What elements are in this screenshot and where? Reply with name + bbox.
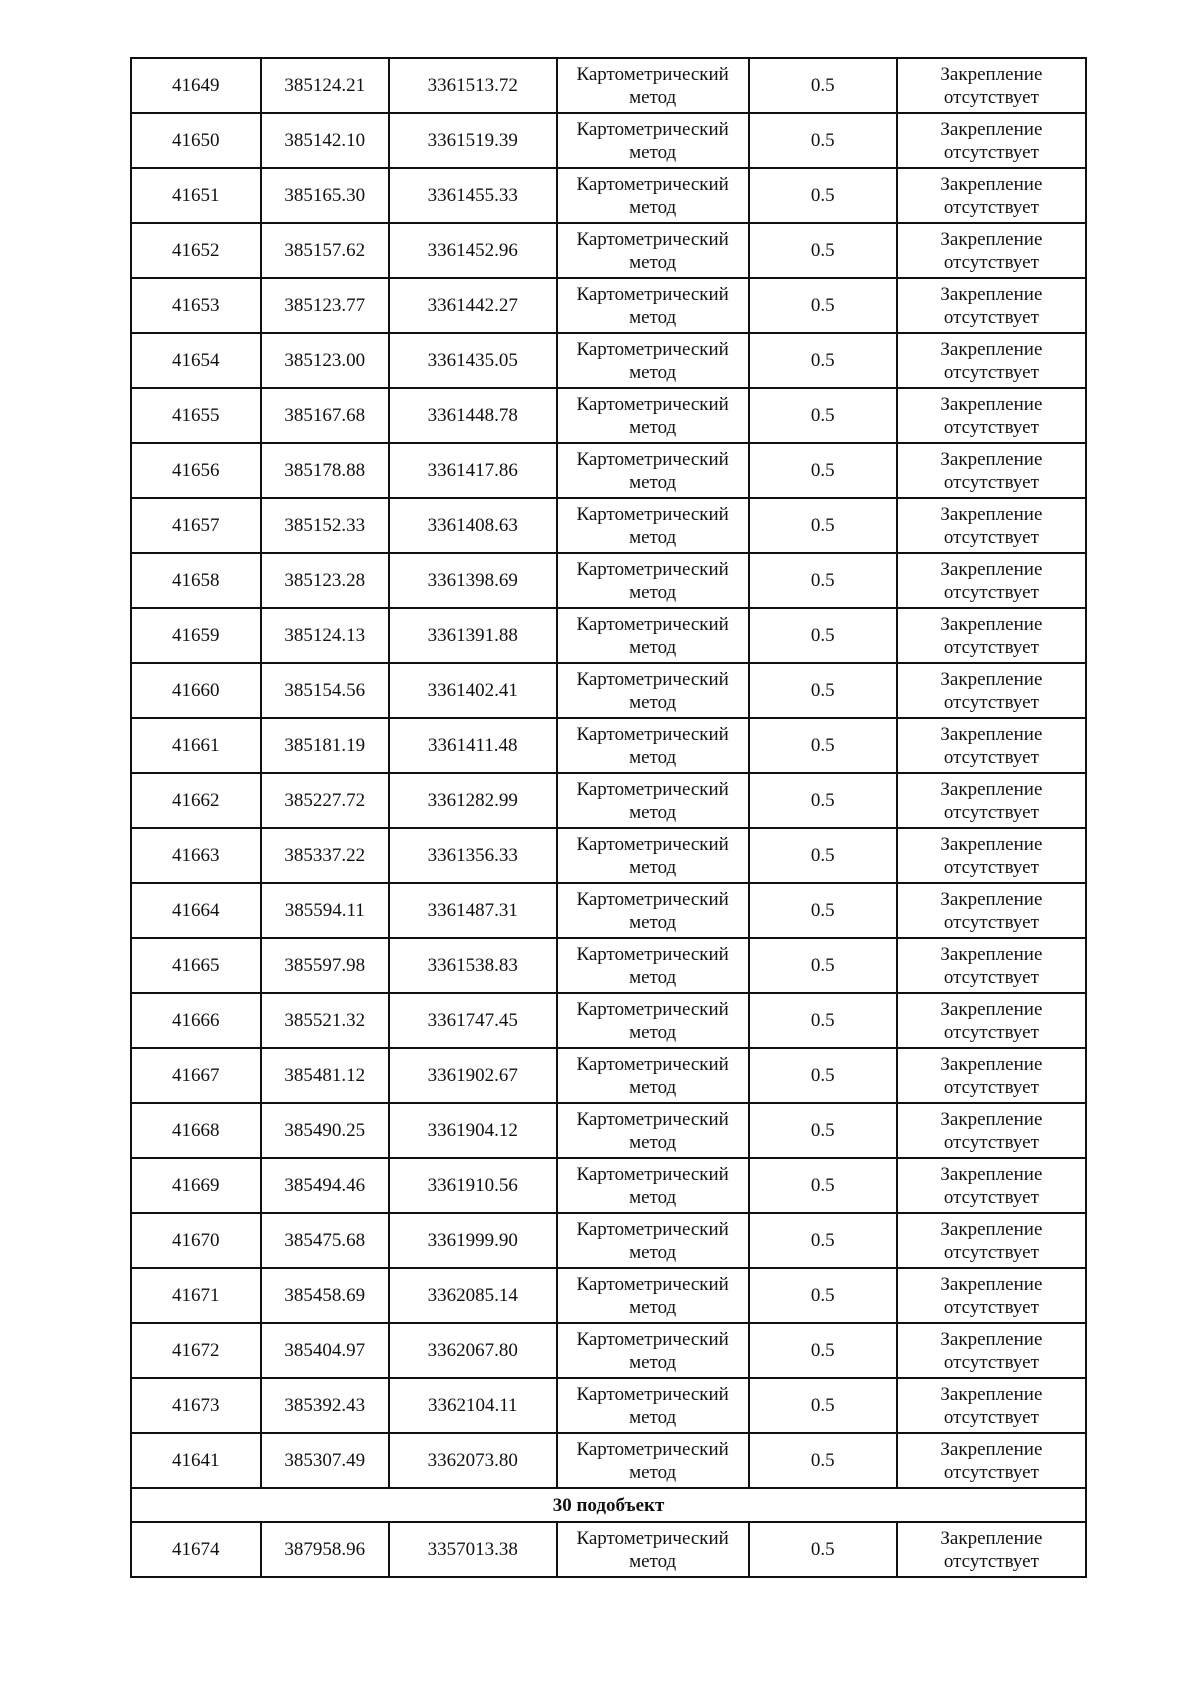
accuracy-value-cell: 0.5 [749,1378,897,1433]
coordinate-y-cell: 3361452.96 [389,223,557,278]
fixing-description-cell: Закрепление отсутствует [897,883,1086,938]
determination-method-cell: Картометрический метод [557,223,749,278]
accuracy-value-cell: 0.5 [749,938,897,993]
determination-method-cell: Картометрический метод [557,333,749,388]
table-row [131,773,1086,828]
coordinate-x-cell: 385124.21 [261,58,389,113]
coordinate-y-cell: 3362085.14 [389,1268,557,1323]
accuracy-value-cell: 0.5 [749,553,897,608]
accuracy-value-cell: 0.5 [749,773,897,828]
determination-method-cell: Картометрический метод [557,113,749,168]
point-number-cell: 41657 [131,498,261,553]
fixing-description-cell: Закрепление отсутствует [897,993,1086,1048]
table-row [131,113,1086,168]
section-header-row [131,1488,1086,1522]
fixing-description-cell: Закрепление отсутствует [897,938,1086,993]
fixing-description-cell: Закрепление отсутствует [897,1323,1086,1378]
determination-method-cell: Картометрический метод [557,773,749,828]
point-number-cell: 41671 [131,1268,261,1323]
fixing-description-cell: Закрепление отсутствует [897,663,1086,718]
determination-method-cell: Картометрический метод [557,553,749,608]
determination-method-cell: Картометрический метод [557,278,749,333]
point-number-cell: 41672 [131,1323,261,1378]
coordinate-y-cell: 3361747.45 [389,993,557,1048]
coordinate-y-cell: 3362067.80 [389,1323,557,1378]
accuracy-value-cell: 0.5 [749,828,897,883]
determination-method-cell: Картометрический метод [557,993,749,1048]
accuracy-value-cell: 0.5 [749,1103,897,1158]
table-row [131,718,1086,773]
table-row [131,168,1086,223]
coordinate-x-cell: 385123.77 [261,278,389,333]
coordinate-y-cell: 3361282.99 [389,773,557,828]
fixing-description-cell: Закрепление отсутствует [897,1522,1086,1577]
point-number-cell: 41661 [131,718,261,773]
fixing-description-cell: Закрепление отсутствует [897,498,1086,553]
coordinate-x-cell: 385490.25 [261,1103,389,1158]
table-row [131,278,1086,333]
fixing-description-cell: Закрепление отсутствует [897,443,1086,498]
coordinate-x-cell: 385157.62 [261,223,389,278]
table-row [131,828,1086,883]
table-row [131,663,1086,718]
fixing-description-cell: Закрепление отсутствует [897,168,1086,223]
fixing-description-cell: Закрепление отсутствует [897,828,1086,883]
point-number-cell: 41658 [131,553,261,608]
point-number-cell: 41655 [131,388,261,443]
fixing-description-cell: Закрепление отсутствует [897,278,1086,333]
accuracy-value-cell: 0.5 [749,1158,897,1213]
point-number-cell: 41641 [131,1433,261,1488]
accuracy-value-cell: 0.5 [749,58,897,113]
determination-method-cell: Картометрический метод [557,1522,749,1577]
coordinate-y-cell: 3361999.90 [389,1213,557,1268]
determination-method-cell: Картометрический метод [557,938,749,993]
coordinate-y-cell: 3361408.63 [389,498,557,553]
determination-method-cell: Картометрический метод [557,168,749,223]
accuracy-value-cell: 0.5 [749,443,897,498]
coordinate-x-cell: 385165.30 [261,168,389,223]
accuracy-value-cell: 0.5 [749,1323,897,1378]
coordinate-x-cell: 385181.19 [261,718,389,773]
coordinate-y-cell: 3361442.27 [389,278,557,333]
point-number-cell: 41673 [131,1378,261,1433]
fixing-description-cell: Закрепление отсутствует [897,1103,1086,1158]
determination-method-cell: Картометрический метод [557,883,749,938]
point-number-cell: 41663 [131,828,261,883]
table-row [131,883,1086,938]
table-row [131,553,1086,608]
table-row [131,1268,1086,1323]
coordinate-x-cell: 385475.68 [261,1213,389,1268]
coordinate-x-cell: 385481.12 [261,1048,389,1103]
table-row [131,1378,1086,1433]
accuracy-value-cell: 0.5 [749,278,897,333]
fixing-description-cell: Закрепление отсутствует [897,58,1086,113]
accuracy-value-cell: 0.5 [749,883,897,938]
point-number-cell: 41667 [131,1048,261,1103]
table-row [131,498,1086,553]
accuracy-value-cell: 0.5 [749,498,897,553]
section-label: 30 подобъект [131,1488,1086,1522]
table-row [131,993,1086,1048]
coordinate-x-cell: 385307.49 [261,1433,389,1488]
point-number-cell: 41654 [131,333,261,388]
fixing-description-cell: Закрепление отсутствует [897,553,1086,608]
point-number-cell: 41674 [131,1522,261,1577]
coordinate-y-cell: 3357013.38 [389,1522,557,1577]
accuracy-value-cell: 0.5 [749,993,897,1048]
table-row [131,1522,1086,1577]
coordinate-x-cell: 385594.11 [261,883,389,938]
coordinate-y-cell: 3361904.12 [389,1103,557,1158]
table-row [131,1213,1086,1268]
coordinate-y-cell: 3361487.31 [389,883,557,938]
coordinate-x-cell: 385123.28 [261,553,389,608]
coordinate-y-cell: 3361417.86 [389,443,557,498]
fixing-description-cell: Закрепление отсутствует [897,1268,1086,1323]
table-row [131,223,1086,278]
coordinate-x-cell: 385124.13 [261,608,389,663]
determination-method-cell: Картометрический метод [557,1433,749,1488]
table-row [131,443,1086,498]
accuracy-value-cell: 0.5 [749,113,897,168]
accuracy-value-cell: 0.5 [749,1213,897,1268]
fixing-description-cell: Закрепление отсутствует [897,388,1086,443]
fixing-description-cell: Закрепление отсутствует [897,1433,1086,1488]
table-row [131,388,1086,443]
coordinate-x-cell: 385178.88 [261,443,389,498]
determination-method-cell: Картометрический метод [557,443,749,498]
fixing-description-cell: Закрепление отсутствует [897,718,1086,773]
coordinate-y-cell: 3361435.05 [389,333,557,388]
table-row [131,333,1086,388]
determination-method-cell: Картометрический метод [557,663,749,718]
point-number-cell: 41649 [131,58,261,113]
point-number-cell: 41660 [131,663,261,718]
coordinate-y-cell: 3361538.83 [389,938,557,993]
table-row [131,1323,1086,1378]
determination-method-cell: Картометрический метод [557,608,749,663]
coordinates-table-body [131,58,1086,1488]
fixing-description-cell: Закрепление отсутствует [897,1378,1086,1433]
coordinate-y-cell: 3361455.33 [389,168,557,223]
coordinates-table [130,57,1087,1578]
determination-method-cell: Картометрический метод [557,1213,749,1268]
fixing-description-cell: Закрепление отсутствует [897,608,1086,663]
coordinate-x-cell: 385597.98 [261,938,389,993]
table-row [131,938,1086,993]
accuracy-value-cell: 0.5 [749,1433,897,1488]
coordinate-y-cell: 3361519.39 [389,113,557,168]
determination-method-cell: Картометрический метод [557,1378,749,1433]
coordinate-x-cell: 385494.46 [261,1158,389,1213]
point-number-cell: 41665 [131,938,261,993]
coordinate-y-cell: 3362073.80 [389,1433,557,1488]
fixing-description-cell: Закрепление отсутствует [897,1158,1086,1213]
point-number-cell: 41650 [131,113,261,168]
accuracy-value-cell: 0.5 [749,608,897,663]
coordinate-x-cell: 385227.72 [261,773,389,828]
table-row [131,608,1086,663]
coordinate-y-cell: 3361910.56 [389,1158,557,1213]
coordinate-y-cell: 3361411.48 [389,718,557,773]
subobject-section [131,1488,1086,1577]
point-number-cell: 41652 [131,223,261,278]
coordinate-y-cell: 3361902.67 [389,1048,557,1103]
coordinate-x-cell: 387958.96 [261,1522,389,1577]
accuracy-value-cell: 0.5 [749,223,897,278]
accuracy-value-cell: 0.5 [749,663,897,718]
accuracy-value-cell: 0.5 [749,333,897,388]
coordinate-x-cell: 385392.43 [261,1378,389,1433]
point-number-cell: 41662 [131,773,261,828]
determination-method-cell: Картометрический метод [557,498,749,553]
fixing-description-cell: Закрепление отсутствует [897,333,1086,388]
coordinate-x-cell: 385521.32 [261,993,389,1048]
determination-method-cell: Картометрический метод [557,718,749,773]
determination-method-cell: Картометрический метод [557,58,749,113]
determination-method-cell: Картометрический метод [557,1048,749,1103]
fixing-description-cell: Закрепление отсутствует [897,223,1086,278]
fixing-description-cell: Закрепление отсутствует [897,1048,1086,1103]
coordinate-x-cell: 385123.00 [261,333,389,388]
coordinate-x-cell: 385142.10 [261,113,389,168]
determination-method-cell: Картометрический метод [557,388,749,443]
point-number-cell: 41656 [131,443,261,498]
point-number-cell: 41669 [131,1158,261,1213]
coordinate-y-cell: 3361391.88 [389,608,557,663]
accuracy-value-cell: 0.5 [749,1048,897,1103]
coordinate-x-cell: 385152.33 [261,498,389,553]
table-row [131,1433,1086,1488]
point-number-cell: 41653 [131,278,261,333]
table-row [131,1158,1086,1213]
coordinate-x-cell: 385404.97 [261,1323,389,1378]
accuracy-value-cell: 0.5 [749,718,897,773]
coordinate-y-cell: 3361402.41 [389,663,557,718]
point-number-cell: 41664 [131,883,261,938]
determination-method-cell: Картометрический метод [557,828,749,883]
determination-method-cell: Картометрический метод [557,1103,749,1158]
coordinate-y-cell: 3361356.33 [389,828,557,883]
coordinate-x-cell: 385337.22 [261,828,389,883]
accuracy-value-cell: 0.5 [749,168,897,223]
coordinate-y-cell: 3361513.72 [389,58,557,113]
point-number-cell: 41651 [131,168,261,223]
accuracy-value-cell: 0.5 [749,1522,897,1577]
point-number-cell: 41668 [131,1103,261,1158]
coordinate-x-cell: 385154.56 [261,663,389,718]
table-row [131,58,1086,113]
table-row [131,1103,1086,1158]
determination-method-cell: Картометрический метод [557,1323,749,1378]
fixing-description-cell: Закрепление отсутствует [897,773,1086,828]
fixing-description-cell: Закрепление отсутствует [897,113,1086,168]
coordinate-x-cell: 385167.68 [261,388,389,443]
table-row [131,1048,1086,1103]
point-number-cell: 41666 [131,993,261,1048]
coordinate-x-cell: 385458.69 [261,1268,389,1323]
fixing-description-cell: Закрепление отсутствует [897,1213,1086,1268]
point-number-cell: 41659 [131,608,261,663]
accuracy-value-cell: 0.5 [749,388,897,443]
accuracy-value-cell: 0.5 [749,1268,897,1323]
point-number-cell: 41670 [131,1213,261,1268]
determination-method-cell: Картометрический метод [557,1268,749,1323]
coordinate-y-cell: 3361448.78 [389,388,557,443]
determination-method-cell: Картометрический метод [557,1158,749,1213]
coordinate-y-cell: 3361398.69 [389,553,557,608]
coordinate-y-cell: 3362104.11 [389,1378,557,1433]
